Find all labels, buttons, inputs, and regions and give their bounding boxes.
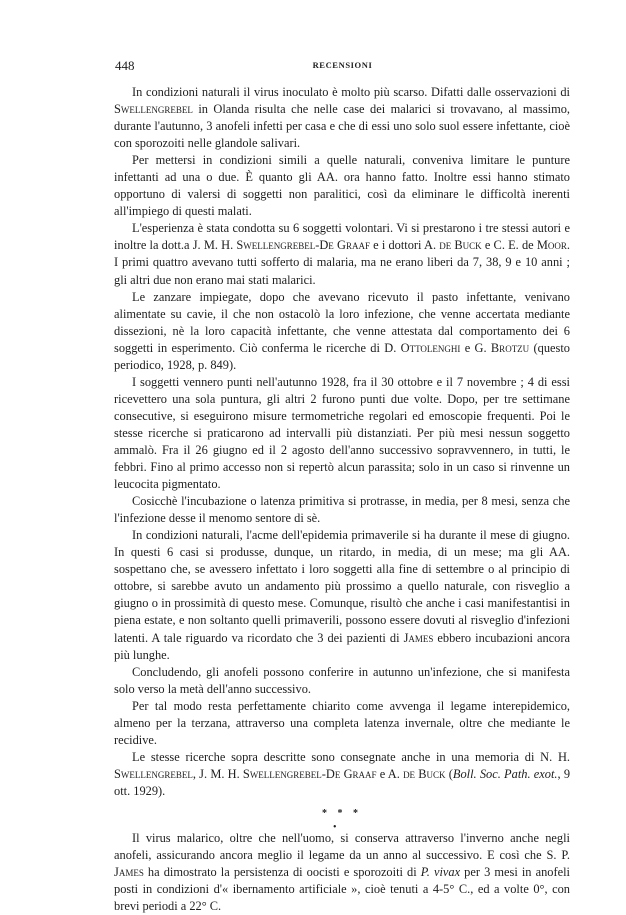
text-run: in Olanda risulta che nelle case dei malarici si trovavano, al massimo, durante l'autunno, 3 anofeli infetti per casa e che di essi uno solo suol essere infettante, cioè con sporozoiti nelle glandole salivari. xyxy=(114,102,570,151)
text-run: (questo periodico, 1928, p. 849). xyxy=(114,340,570,372)
author-name: Swellengrebel-De Graaf xyxy=(236,238,370,253)
species-name: P. vivax xyxy=(420,865,461,880)
paragraph-10 xyxy=(114,749,570,800)
text-run: e G. xyxy=(460,340,491,355)
text-run: ha dimostrato la persistenza di oocisti e sporozoiti di xyxy=(143,865,421,880)
author-name: Swellengrebel xyxy=(114,766,193,781)
text-run: ( xyxy=(445,766,453,781)
paragraph-2 xyxy=(114,152,570,220)
text-run: Le stesse ricerche sopra descritte sono consegnate anche in una memoria di N. H. xyxy=(132,749,570,764)
author-name: Moor xyxy=(536,238,567,253)
page-header xyxy=(115,58,570,74)
author-name: Brotzu xyxy=(490,340,530,355)
text-run: Per mettersi in condizioni simili a quelle naturali, conveniva limitare le punture infettanti ad una o due. È quanto gli AA. ora hanno fatto. Inoltre essi hanno stimato opportuno di valersi di soggetti non paralitici, così da eliminare le difficoltà inerenti all'impiego di questi malati. xyxy=(114,153,570,219)
author-name: Swellengrebel-De Graaf xyxy=(242,766,377,781)
text-run: . I primi quattro avevano tutti sofferto di malaria, ma ne erano liberi da 7, 38, 9 e 10 anni ; gli altri due non erano mai stati malarici. xyxy=(114,238,570,287)
paragraph-9 xyxy=(114,698,570,749)
text-run: Cosicchè l'incubazione o latenza primitiva si protrasse, in media, per 8 mesi, senza che l'infezione desse il menomo sentore di sè. xyxy=(114,494,570,526)
text-run: In condizioni naturali il virus inoculato è molto più scarso. Difatti dalle osservazioni di xyxy=(132,85,570,99)
text-run: e i dottori A. xyxy=(369,238,440,253)
text-run: , J. M. H. xyxy=(192,766,243,781)
text-run: Il virus malarico, oltre che nell'uomo, si conserva attraverso l'inverno anche negli anofeli, assicurando ancora meglio il legame da un anno al successivo. E così che S. P. xyxy=(114,830,570,863)
text-run: Le zanzare impiegate, dopo che avevano ricevuto il pasto infettante, venivano alimentate su cavie, il che non ostacolò la loro infezione, che venne accertata mediante dissezioni, nè la loro capacità infettante, che venne attestata dal comportamento dei 6 soggetti in esperimento. Ciò conferma le ricerche di D. xyxy=(114,289,570,355)
author-name: Ottolenghi xyxy=(400,340,461,355)
paragraph-5 xyxy=(114,374,570,493)
text-run: e C. E. de xyxy=(481,238,537,253)
text-run: I soggetti vennero punti nell'autunno 1928, fra il 30 ottobre e il 7 novembre ; 4 di essi ricevettero una sola puntura, gli altri 2 furono punti due volte. Dopo, per tre settimane consecutive, si eseguirono misure termometriche regolari ed emoscopie frequenti. Poi le stesse ricerche si praticarono ad intervalli più distanziati. Per più mesi nessun soggetto ammalò. Fra il 26 giugno ed il 2 agosto dell'anno successivo sopravvennero, in tutti, le febbri. Fino al primo accesso non si repertò alcun parassita; solo in un caso si rinvenne un leucocita pigmentato. xyxy=(114,374,570,492)
text-run: Concludendo, gli anofeli possono conferire in autunno un'infezione, che si manifesta solo verso la metà dell'anno successivo. xyxy=(114,664,570,696)
article-body xyxy=(114,84,570,915)
running-head: RECENSIONI xyxy=(312,60,373,70)
page-number: 448 xyxy=(115,58,135,73)
author-name: de Buck xyxy=(403,766,446,781)
paragraph-11 xyxy=(114,830,570,915)
text-run: In condizioni naturali, l'acme dell'epidemia primaverile si ha durante il mese di giugno. In questi 6 casi si produsse, dunque, un ritardo, in media, di un mese; ma gli AA. sospettano che, se avessero infettato i loro soggetti alla fine di settembre o al principio di ottobre, si sarebbe avuto un andamento più prossimo a quello naturale, con risveglio a giugno o in prossimità di questo mese. Comunque, risultò che anche i casi manifestantisi in piena estate, e non soltanto quelli primaverili, possono essere dovuti al risveglio d'infezioni latenti. A tale riguardo va ricordato che 3 dei pazienti di xyxy=(114,528,570,645)
text-run: per 3 mesi in anofeli posti in condizioni d'« ibernamento artificiale », cioè tenuti a 4-5° C., ed a volte 0°, con brevi periodi a 22° C. xyxy=(114,865,570,914)
author-name: James xyxy=(403,630,434,645)
paragraph-7 xyxy=(114,527,570,663)
section-divider: * * * xyxy=(322,807,362,819)
text-run: Per tal modo resta perfettamente chiarito come avvenga il legame interepidemico, almeno per la terzana, attraverso una completa latenza invernale, oltre che mediante le recidive. xyxy=(114,698,570,747)
paragraph-3 xyxy=(114,220,570,288)
author-name: Swellengrebel xyxy=(114,102,193,117)
text-run: ebbero incubazioni ancora più lunghe. xyxy=(114,630,570,662)
journal-citation: Boll. Soc. Path. exot. xyxy=(452,766,558,781)
text-run: e A. xyxy=(376,766,404,781)
paragraph-8 xyxy=(114,664,570,698)
paragraph-1 xyxy=(114,84,570,152)
text-run: , 9 ott. 1929). xyxy=(114,766,571,798)
author-name: James xyxy=(114,865,144,880)
paragraph-6 xyxy=(114,493,570,527)
footer-mark: • xyxy=(333,822,337,833)
author-name: de Buck xyxy=(439,238,482,253)
text-run: L'esperienza è stata condotta su 6 soggetti volontari. Vi si prestarono i tre stessi autori e inoltre la dott.a J. M. H. xyxy=(114,221,570,253)
paragraph-4 xyxy=(114,289,570,374)
